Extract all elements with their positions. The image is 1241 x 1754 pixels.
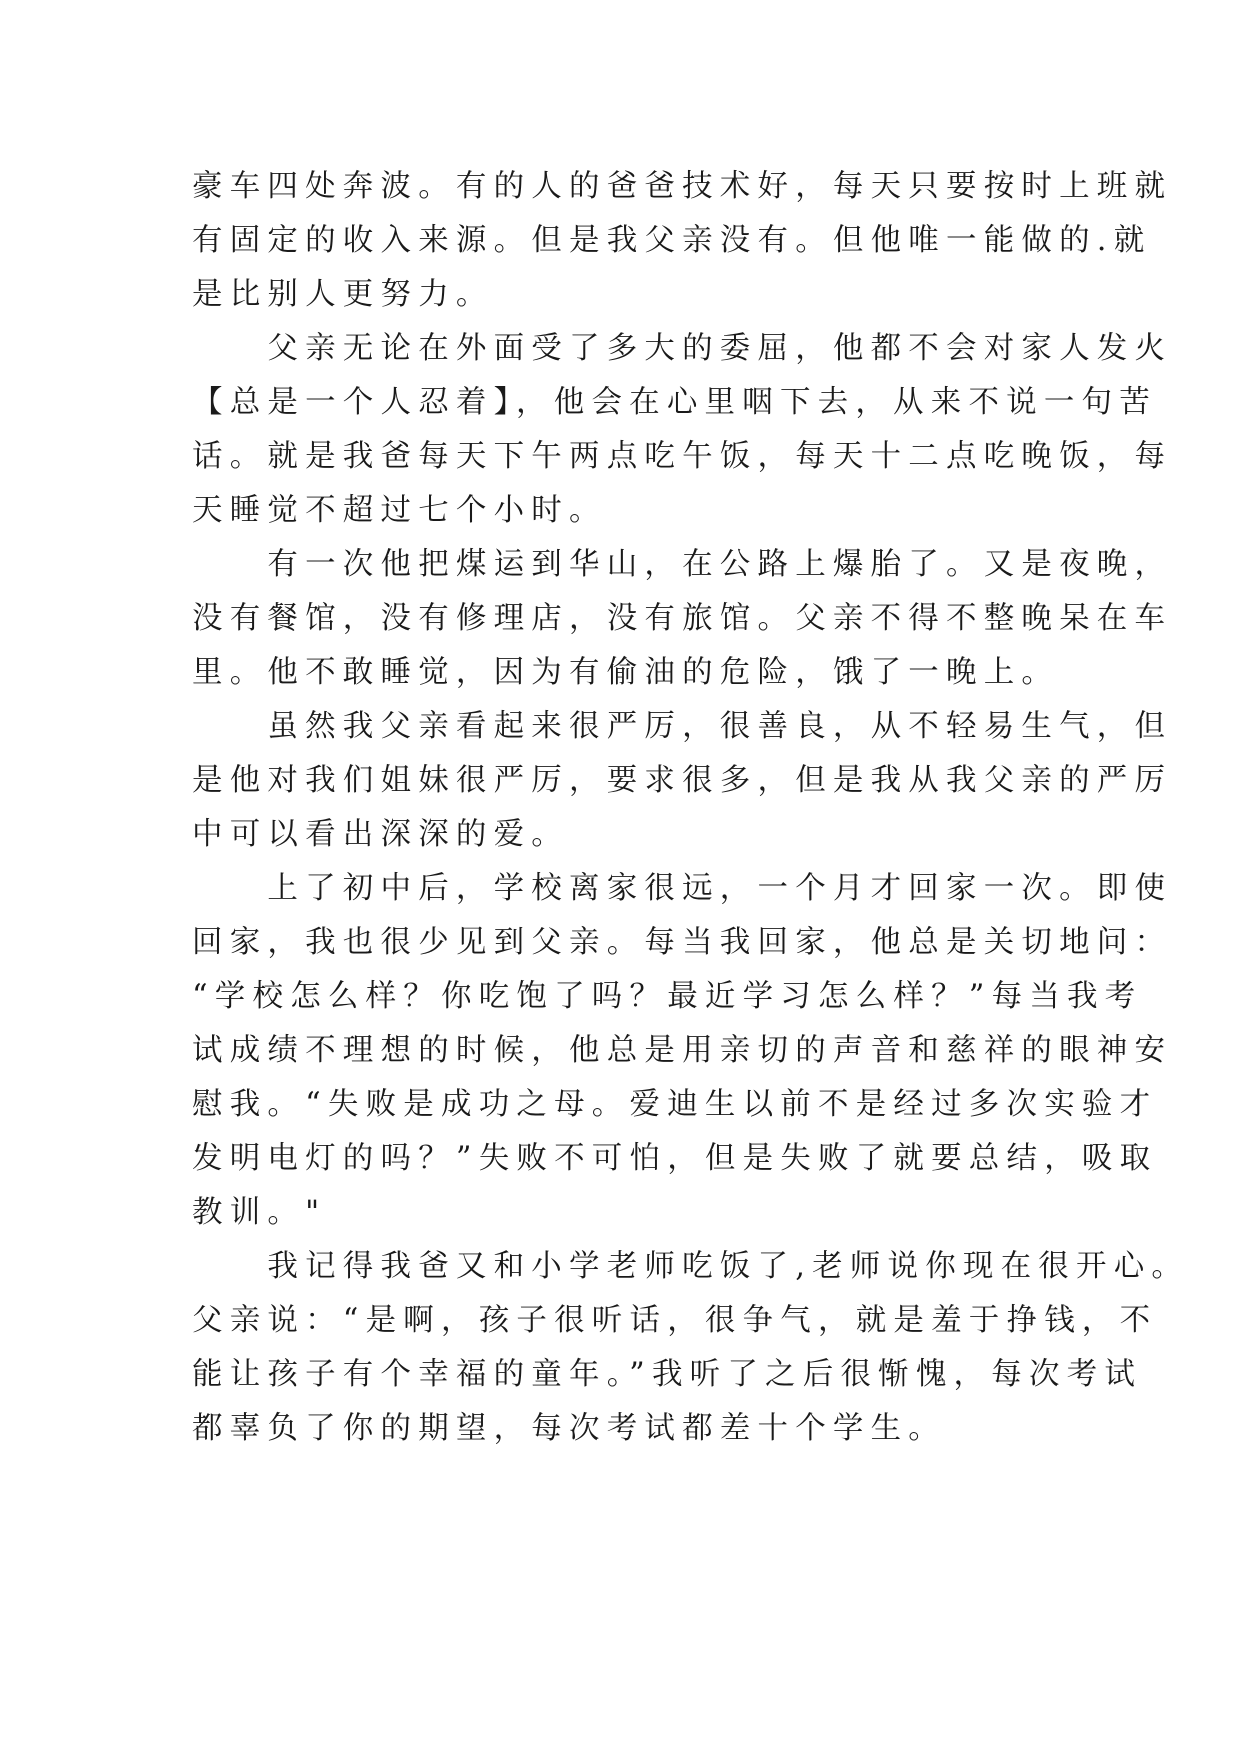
text-line: 没有餐馆，没有修理店，没有旅馆。父亲不得不整晚呆在车	[192, 601, 1173, 636]
text-line: 天睡觉不超过七个小时。	[192, 493, 607, 528]
text-line: 有一次他把煤运到华山，在公路上爆胎了。又是夜晚，	[192, 547, 1173, 582]
text-line: 父亲无论在外面受了多大的委屈，他都不会对家人发火	[192, 331, 1173, 366]
essay-body	[192, 160, 1190, 1456]
text-line: 豪车四处奔波。有的人的爸爸技术好，每天只要按时上班就	[192, 169, 1173, 204]
text-line: 我记得我爸又和小学老师吃饭了,老师说你现在很开心。	[192, 1249, 1190, 1284]
text-line: 发明电灯的吗？”失败不可怕，但是失败了就要总结，吸取	[192, 1141, 1158, 1176]
text-line: 里。他不敢睡觉，因为有偷油的危险，饿了一晚上。	[192, 655, 1060, 690]
text-line: 都辜负了你的期望，每次考试都差十个学生。	[192, 1411, 946, 1446]
text-line: 教训。"	[192, 1195, 327, 1230]
text-line: 是他对我们姐妹很严厉，要求很多，但是我从我父亲的严厉	[192, 763, 1173, 798]
text-line: 试成绩不理想的时候，他总是用亲切的声音和慈祥的眼神安	[192, 1033, 1173, 1068]
text-line: 父亲说：“是啊，孩子很听话，很争气，就是羞于挣钱，不	[192, 1303, 1158, 1338]
text-line: 是比别人更努力。	[192, 277, 494, 312]
text-line: 有固定的收入来源。但是我父亲没有。但他唯一能做的.就	[192, 223, 1152, 258]
text-line: 中可以看出深深的爱。	[192, 817, 569, 852]
text-line: 【总是一个人忍着】，他会在心里咽下去，从来不说一句苦	[192, 385, 1157, 420]
text-line: “学校怎么样？你吃饱了吗？最近学习怎么样？”每当我考	[192, 979, 1143, 1014]
text-line: 回家，我也很少见到父亲。每当我回家，他总是关切地问：	[192, 925, 1173, 960]
text-line: 上了初中后，学校离家很远，一个月才回家一次。即使	[192, 871, 1173, 906]
text-line: 虽然我父亲看起来很严厉，很善良，从不轻易生气，但	[192, 709, 1173, 744]
text-line: 能让孩子有个幸福的童年。”我听了之后很惭愧，每次考试	[192, 1357, 1143, 1392]
text-line: 慰我。“失败是成功之母。爱迪生以前不是经过多次实验才	[192, 1087, 1158, 1122]
text-line: 话。就是我爸每天下午两点吃午饭，每天十二点吃晚饭，每	[192, 439, 1173, 474]
